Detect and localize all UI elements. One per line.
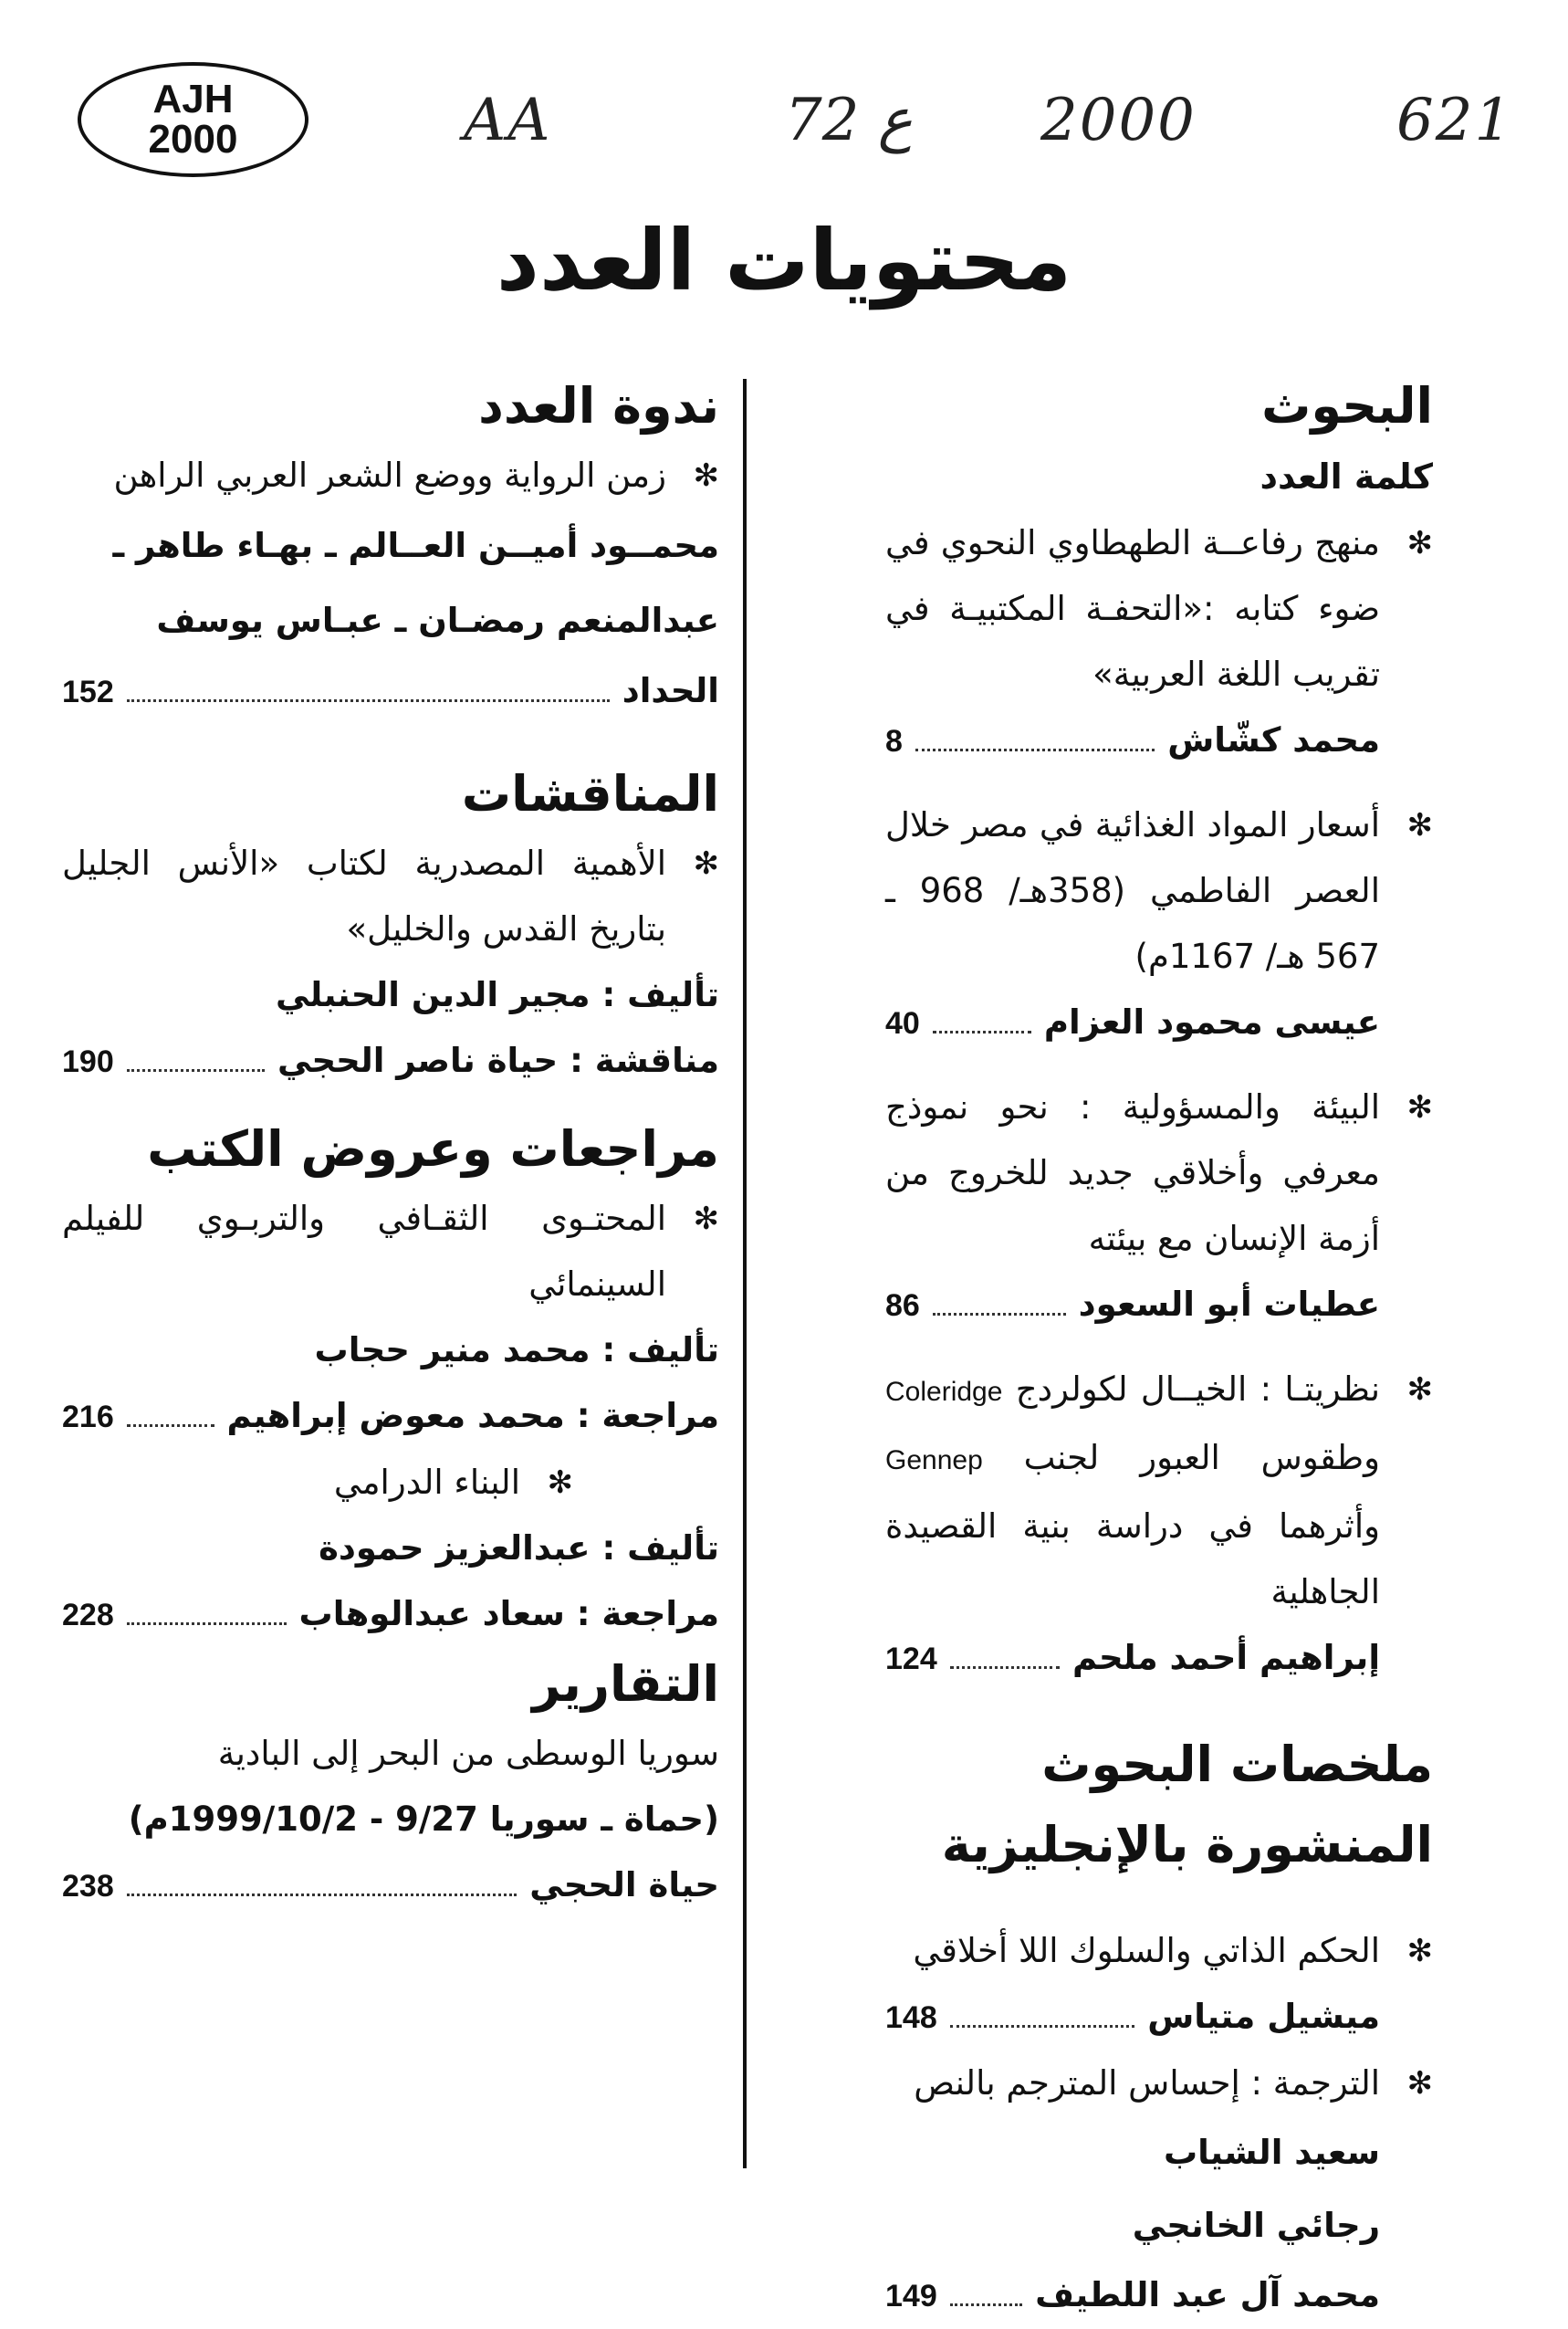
article	[885, 792, 1433, 1056]
page-number: 149	[885, 2279, 937, 2313]
abstract-author: سعيد الشياب	[1163, 2133, 1380, 2172]
article	[885, 510, 1433, 774]
page-number: 228	[62, 1598, 114, 1632]
article-author-row	[885, 708, 1433, 774]
latin-term: Coleridge	[885, 1377, 1003, 1407]
symposium-participants: عبدالمنعم رمضـان ـ عبـاس يوسف	[156, 601, 719, 640]
page-number: 40	[885, 1006, 920, 1041]
handwritten-note-d: 621	[1396, 87, 1514, 154]
review-row	[62, 1581, 719, 1648]
abstract	[885, 2051, 1433, 2329]
handwritten-note-b: 72 ع	[785, 87, 913, 154]
article-author: عطيات أبو السعود	[1078, 1285, 1380, 1324]
symposium-title: ✻ زمن الرواية ووضع الشعر العربي الراهن	[62, 443, 719, 509]
leader-dots	[915, 721, 1155, 751]
abstract-author: محمد آل عبد اللطيف	[1035, 2275, 1380, 2314]
article-title: ✻ منهج رفاعــة الطهطاوي النحوي في ضوء كتابه :«التحفـة المكتبيـة في تقريب اللغة العربية»	[885, 510, 1433, 708]
issue-word: كلمة العدد	[1260, 456, 1433, 497]
page-number: 216	[62, 1400, 114, 1434]
review-author: تأليف : عبدالعزيز حمودة	[319, 1528, 719, 1568]
stamp-line-1: AJH	[152, 77, 234, 121]
leader-dots	[127, 1595, 287, 1625]
stamp-line-2: 2000	[148, 117, 238, 162]
discussion-author: تأليف : مجير الدين الحنبلي	[276, 975, 719, 1014]
page-number: 8	[885, 724, 903, 759]
abstract-title: ✻ الحكم الذاتي والسلوك اللا أخلاقي	[885, 1918, 1433, 1984]
abstracts-heading: ملخصات البحوث المنشورة بالإنجليزية	[941, 1736, 1433, 1873]
article-title: ✻ أسعار المواد الغذائية في مصر خلال العصر الفاطمي (358هـ/ 968 ـ 567 هـ/ 1167م)	[885, 792, 1433, 990]
article-author: عيسى محمود العزام	[1043, 1002, 1380, 1042]
article-author-row	[885, 1272, 1433, 1338]
report-author: حياة الحجي	[529, 1865, 719, 1904]
symposium-heading: ندوة العدد	[478, 377, 719, 435]
leader-dots	[950, 1998, 1135, 2028]
article-author-row	[885, 990, 1433, 1056]
abstract-author-row	[885, 1984, 1433, 2051]
leader-dots	[950, 1639, 1060, 1669]
review-title: ✻ المحتـوى الثقـافي والتربـوي للفيلم السينمائي	[62, 1186, 719, 1317]
abstract-title: ✻ الترجمة : إحساس المترجم بالنص	[885, 2051, 1433, 2116]
reviewer: مراجعة : محمد معوض إبراهيم	[226, 1396, 719, 1435]
report-title: سوريا الوسطى من البحر إلى البادية	[217, 1734, 719, 1773]
article-title-mid: وطقوس العبور لجنب	[1023, 1438, 1380, 1477]
abstract-author-row	[885, 2262, 1433, 2329]
article-title	[885, 1357, 1433, 1625]
leader-dots	[127, 1397, 214, 1427]
page-number: 86	[885, 1288, 920, 1323]
leader-dots	[933, 1003, 1031, 1033]
discussant: مناقشة : حياة ناصر الحجي	[277, 1041, 719, 1080]
discussion-title: ✻ الأهمية المصدرية لكتاب «الأنس الجليل بتاريخ القدس والخليل»	[62, 831, 719, 962]
report-row	[62, 1852, 719, 1919]
article-author: محمد كشّاش	[1167, 720, 1380, 760]
page-number: 152	[62, 675, 114, 709]
report-date: (حماة ـ سوريا 9/27 - 1999/10/2م)	[128, 1799, 719, 1839]
page-number: 238	[62, 1869, 114, 1904]
symposium-participants: الحداد	[622, 671, 719, 710]
article-author: إبراهيم أحمد ملحم	[1071, 1638, 1380, 1677]
article	[885, 1357, 1433, 1692]
page-number: 190	[62, 1044, 114, 1079]
review-author: تأليف : محمد منير حجاب	[314, 1330, 719, 1369]
page-title: محتويات العدد	[496, 212, 1072, 309]
handwritten-note-c: 2000	[1040, 87, 1197, 154]
abstract-author: ميشيل متياس	[1147, 1997, 1380, 2036]
article-title-start: نظريتـا : الخيــال لكولردج	[1015, 1369, 1380, 1409]
archive-stamp	[78, 62, 308, 177]
page-number: 124	[885, 1642, 937, 1676]
abstract	[885, 1918, 1433, 2051]
page-number: 148	[885, 2000, 937, 2035]
article-title-end: وأثرهما في دراسة بنية القصيدة الجاهلية	[885, 1506, 1380, 1611]
discussion-row	[62, 1028, 719, 1095]
leader-dots	[127, 1042, 265, 1072]
right-column	[885, 370, 1433, 2329]
article-author-row	[885, 1625, 1433, 1692]
handwritten-note-a: AA	[464, 87, 552, 154]
left-column	[62, 370, 719, 1919]
reviewer: مراجعة : سعاد عبدالوهاب	[298, 1594, 719, 1633]
article-title: ✻ البيئة والمسؤولية : نحو نموذج معرفي وأخلاقي جديد للخروج من أزمة الإنسان مع بيئته	[885, 1075, 1433, 1272]
review-title: ✻ البناء الدرامي	[62, 1450, 573, 1516]
reports-heading: التقارير	[532, 1655, 719, 1713]
symposium-author-row	[62, 658, 719, 725]
research-heading: البحوث	[1261, 377, 1433, 435]
leader-dots	[950, 2276, 1022, 2306]
article	[885, 1075, 1433, 1338]
leader-dots	[933, 1285, 1066, 1316]
reviews-heading: مراجعات وعروض الكتب	[147, 1120, 719, 1178]
leader-dots	[127, 672, 610, 702]
column-divider	[743, 379, 747, 2168]
review-row	[62, 1383, 719, 1450]
abstract-author: رجائي الخانجي	[1132, 2206, 1380, 2245]
symposium-participants: محمــود أميــن العــالم ـ بهـاء طاهر ـ	[112, 526, 719, 565]
latin-term: Gennep	[885, 1445, 983, 1475]
leader-dots	[127, 1866, 517, 1896]
discussions-heading: المناقشات	[461, 765, 719, 823]
